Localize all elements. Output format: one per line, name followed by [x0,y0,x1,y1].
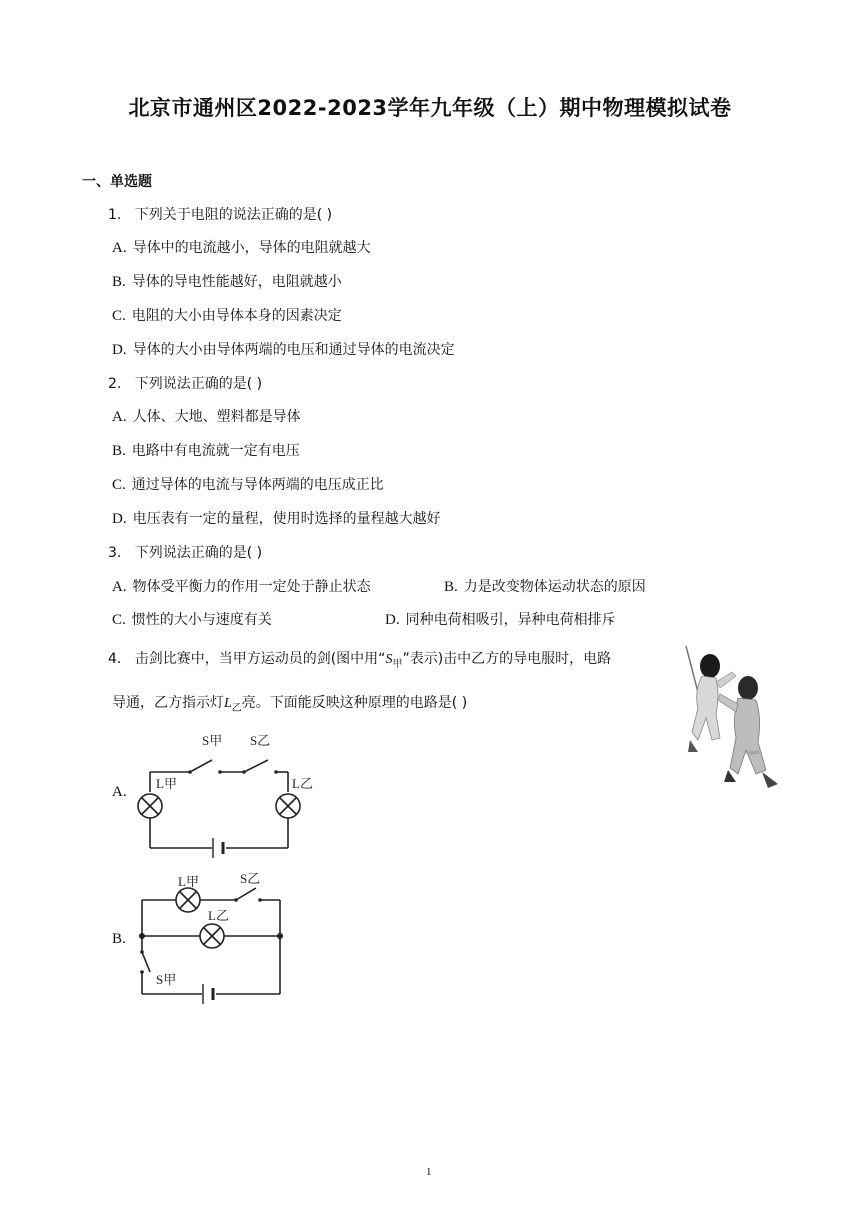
question-4-line-1 [108,648,611,670]
option-letter: B. [112,274,126,290]
question-number: 2. [108,376,122,392]
symbol-subscript: 甲 [392,658,403,670]
question-number: 3. [108,545,122,561]
label-s-yi: S乙 [250,733,271,748]
option-letter: C. [112,477,126,493]
option-letter: D. [112,342,127,358]
option-letter: D. [385,612,400,628]
option-text: 导体中的电流越小，导体的电阻就越大 [132,240,371,256]
option-2b [112,440,300,460]
question-number: 4. [108,651,122,667]
question-1 [108,204,332,224]
option-letter: B. [112,443,126,459]
option-letter: C. [112,308,126,324]
option-1c [112,305,342,325]
option-1b [112,271,342,291]
question-4-line-2 [112,692,467,714]
question-stem: 下列说法正确的是( ) [134,376,263,392]
question-stem-part: 导通，乙方指示灯 [112,695,224,711]
option-text: 通过导体的电流与导体两端的电压成正比 [131,477,384,493]
option-text: 同种电荷相吸引，异种电荷相排斥 [405,612,616,628]
label-s-yi: S乙 [240,871,261,886]
option-3b [444,576,646,596]
option-text: 惯性的大小与速度有关 [131,612,272,628]
option-letter: A. [112,784,127,800]
label-l-jia: L甲 [156,776,177,791]
option-letter: C. [112,612,126,628]
question-2 [108,373,262,393]
option-4a [112,784,133,801]
circuit-diagram-b [132,866,292,1008]
section-heading: 一、单选题 [82,174,152,190]
svg-text:cxpsfd: cxpsfd [746,751,760,756]
question-stem-part: ”表示)击中乙方的导电服时，电路 [402,651,612,667]
option-3d [385,609,616,629]
page-title: 北京市通州区2022-2023学年九年级（上）期中物理模拟试卷 [128,96,732,120]
symbol-subscript: 乙 [231,702,242,714]
fencing-image [676,642,782,790]
option-text: 力是改变物体运动状态的原因 [463,579,646,595]
option-text: 导体的大小由导体两端的电压和通过导体的电流决定 [132,342,455,358]
symbol-l: L [224,696,232,711]
option-letter: A. [112,409,127,425]
option-letter: A. [112,579,127,595]
option-4b [112,931,132,948]
option-2d [112,508,441,528]
question-stem-part: 亮。下面能反映这种原理的电路是( ) [241,695,468,711]
option-3a [112,576,371,596]
option-3c [112,609,272,629]
page-number: 1 [426,1166,432,1178]
option-text: 电压表有一定的量程，使用时选择的量程越大越好 [132,511,441,527]
option-letter: D. [112,511,127,527]
question-number: 1. [108,207,122,223]
option-1d [112,339,455,359]
label-l-jia: L甲 [178,874,199,889]
circuit-diagram-a [132,728,322,864]
option-text: 电阻的大小由导体本身的因素决定 [131,308,342,324]
question-stem: 下列关于电阻的说法正确的是( ) [134,207,333,223]
question-stem-part: 击剑比赛中，当甲方运动员的剑(图中用“ [134,651,386,667]
option-2c [112,474,384,494]
question-3 [108,542,262,562]
option-1a [112,237,371,257]
label-s-jia: S甲 [156,972,177,987]
symbol-s: S [385,652,393,667]
option-letter: A. [112,240,127,256]
label-l-yi: L乙 [208,908,229,923]
option-text: 导体的导电性能越好，电阻就越小 [131,274,342,290]
label-s-jia: S甲 [202,733,223,748]
option-text: 电路中有电流就一定有电压 [131,443,300,459]
question-stem: 下列说法正确的是( ) [134,545,263,561]
option-text: 物体受平衡力的作用一定处于静止状态 [132,579,371,595]
label-l-yi: L乙 [292,776,313,791]
option-letter: B. [444,579,458,595]
option-text: 人体、大地、塑料都是导体 [132,409,301,425]
option-letter: B. [112,931,126,947]
option-2a [112,406,301,426]
